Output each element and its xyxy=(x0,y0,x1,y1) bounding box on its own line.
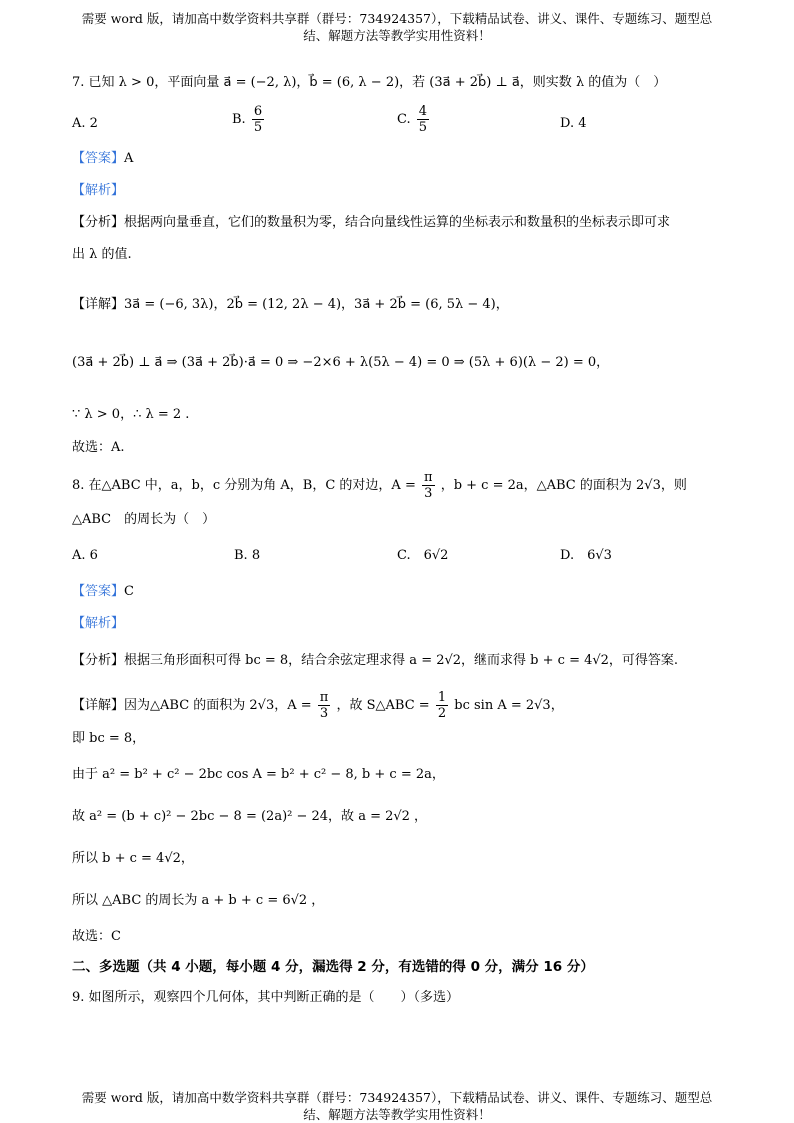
detail-tag: 【详解】 xyxy=(72,698,125,713)
detail-text-b: ，故 S△ABC = xyxy=(336,698,430,713)
fenxi-tag: 【分析】 xyxy=(72,653,125,668)
footer-line-1: 需要 word 版，请加高中数学资料共享群（群号：734924357），下载精品试卷、讲义、课件、专题练习、题型总 xyxy=(81,1090,713,1105)
q8-detail-4: 故 a² = (b + c)² − 2bc − 8 = (2a)² − 24，故 a = 2√2 ， xyxy=(72,809,428,824)
fraction-numerator: 1 xyxy=(437,690,447,705)
q7-detail-1 xyxy=(72,296,509,314)
detail-text: 3a⃗ = (−6, 3λ)，2b⃗ = (12, 2λ − 4)，3a⃗ + 2b⃗ = (6, 5λ − 4)， xyxy=(124,297,509,312)
answer-tag: 【答案】 xyxy=(72,584,125,599)
q7-choice-a: A. 2 xyxy=(72,116,98,131)
section-2-title: 二、多选题（共 4 小题，每小题 4 分，漏选得 2 分，有选错的得 0 分，满分 16 分） xyxy=(72,959,594,975)
fraction-denominator: 2 xyxy=(437,706,447,721)
q7-choice-c-label: C. xyxy=(397,112,411,127)
q8-choice-b: B. 8 xyxy=(234,548,261,563)
q7-choice-b xyxy=(232,104,266,135)
q8-fenxi xyxy=(72,652,678,670)
answer-tag: 【答案】 xyxy=(72,151,125,166)
fraction-denominator: 5 xyxy=(253,120,263,135)
q7-detail-3: ∵ λ > 0，∴ λ = 2 . xyxy=(72,407,190,422)
q8-detail-5: 所以 b + c = 4√2， xyxy=(72,851,194,866)
q8-answer xyxy=(72,583,134,601)
fenxi-tag: 【分析】 xyxy=(72,215,125,230)
q8-detail-3: 由于 a² = b² + c² − 2bc cos A = b² + c² − 8, b + c = 2a， xyxy=(72,767,445,782)
fraction-numerator: 4 xyxy=(418,104,428,119)
q8-choice-d: D. 6√3 xyxy=(560,548,612,563)
detail-tag: 【详解】 xyxy=(72,297,125,312)
q7-choice-b-label: B. xyxy=(232,112,246,127)
fraction-numerator: 6 xyxy=(253,104,263,119)
q7-fenxi-2: 出 λ 的值. xyxy=(72,247,132,262)
q9-stem: 9. 如图所示，观察四个几何体，其中判断正确的是（ ）（多选） xyxy=(72,990,460,1005)
fraction-numerator: π xyxy=(424,470,433,485)
q8-stem-part-b: ，b + c = 2a，△ABC 的面积为 2√3，则 xyxy=(440,478,687,493)
q7-detail-2: (3a⃗ + 2b⃗) ⊥ a⃗ ⇒ (3a⃗ + 2b⃗)·a⃗ = 0 ⇒ −2×6 + λ(5λ − 4) = 0 ⇒ (5λ + 6)(λ − 2) = 0， xyxy=(72,355,610,370)
page-footer xyxy=(60,1089,734,1123)
q7-analysis-tag: 【解析】 xyxy=(72,183,125,198)
q7-choice-c-fraction xyxy=(417,104,429,135)
q8-stem-line-2: △ABC 的周长为（ ） xyxy=(72,512,216,527)
detail-fraction-1-2 xyxy=(436,690,448,721)
fenxi-text: 根据两向量垂直，它们的数量积为零，结合向量线性运算的坐标表示和数量积的坐标表示即可求 xyxy=(124,215,671,230)
q8-detail-6: 所以 △ABC 的周长为 a + b + c = 6√2 ， xyxy=(72,893,325,908)
q8-choice-a: A. 6 xyxy=(72,548,98,563)
fenxi-text: 根据三角形面积可得 bc = 8，结合余弦定理求得 a = 2√2，继而求得 b + c = 4√2，可得答案. xyxy=(124,653,679,668)
q7-stem: 7. 已知 λ > 0，平面向量 a⃗ = (−2, λ)，b⃗ = (6, λ − 2)，若 (3a⃗ + 2b⃗) ⊥ a⃗，则实数 λ 的值为（ ） xyxy=(72,75,667,90)
detail-fraction-pi-3 xyxy=(318,690,331,721)
q8-stem-part-a: 8. 在△ABC 中，a，b，c 分别为角 A，B，C 的对边，A = xyxy=(72,478,416,493)
detail-text-a: 因为△ABC 的面积为 2√3，A = xyxy=(124,698,312,713)
q7-choose: 故选：A. xyxy=(72,440,125,455)
q8-analysis-tag: 【解析】 xyxy=(72,616,125,631)
page-header xyxy=(60,10,734,44)
q7-choice-c xyxy=(397,104,431,135)
detail-text-c: bc sin A = 2√3， xyxy=(454,698,564,713)
header-line-1: 需要 word 版，请加高中数学资料共享群（群号：734924357），下载精品试卷、讲义、课件、专题练习、题型总 xyxy=(81,11,713,26)
q8-stem-line-1 xyxy=(72,470,687,501)
answer-value: C xyxy=(124,584,134,599)
footer-line-2: 结、解题方法等教学实用性资料！ xyxy=(303,1107,491,1122)
fraction-denominator: 3 xyxy=(424,486,433,501)
fraction-denominator: 5 xyxy=(418,120,428,135)
fraction-numerator: π xyxy=(319,690,329,705)
header-line-2: 结、解题方法等教学实用性资料！ xyxy=(303,28,491,43)
q7-choice-d: D. 4 xyxy=(560,116,587,131)
answer-value: A xyxy=(124,151,134,166)
q8-choice-c: C. 6√2 xyxy=(397,548,449,563)
q7-fenxi-1 xyxy=(72,214,670,232)
q7-choice-b-fraction xyxy=(252,104,264,135)
q8-detail-1 xyxy=(72,690,564,721)
q7-answer xyxy=(72,150,133,168)
q8-detail-2: 即 bc = 8， xyxy=(72,731,146,746)
q8-choose: 故选：C xyxy=(72,929,121,944)
q8-stem-fraction xyxy=(422,470,435,501)
fraction-denominator: 3 xyxy=(319,706,329,721)
